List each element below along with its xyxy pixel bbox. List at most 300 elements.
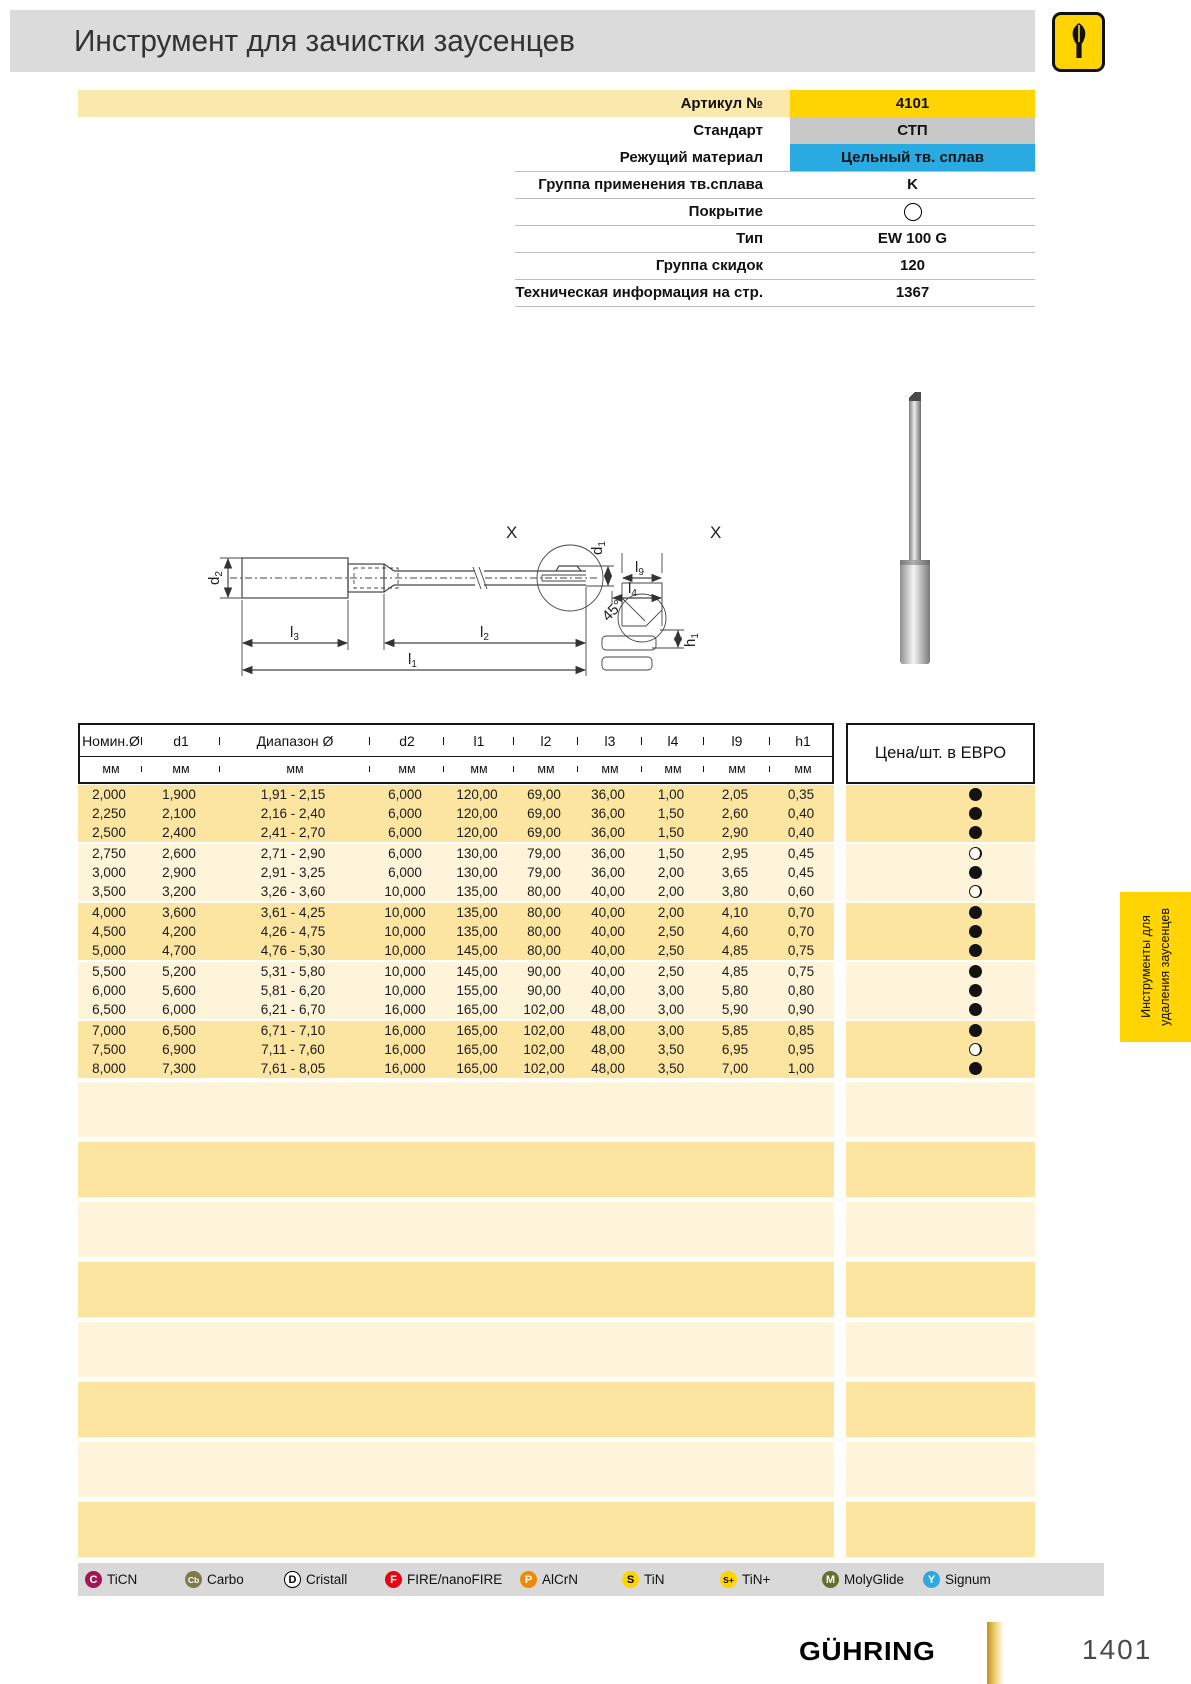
empty-band xyxy=(846,1442,1035,1497)
cell-l4: 2,00 xyxy=(657,905,685,920)
availability-dot-icon xyxy=(969,807,982,820)
unit-cell: мм xyxy=(794,762,812,776)
cell-d1: 2,900 xyxy=(162,865,196,880)
cell-nominal-d: 3,500 xyxy=(92,884,126,899)
legend-label: TiCN xyxy=(107,1572,138,1587)
cell-h1: 0,45 xyxy=(787,865,815,880)
cell-d1: 6,500 xyxy=(162,1023,196,1038)
cell-d1: 3,600 xyxy=(162,905,196,920)
price-row xyxy=(846,941,1035,960)
dim-l2: $l_2$ xyxy=(480,624,489,643)
cell-l3: 36,00 xyxy=(591,846,625,861)
info-value xyxy=(790,225,1035,252)
price-row xyxy=(846,962,1035,981)
unit-cell: мм xyxy=(80,762,142,776)
cell-nominal-d: 4,000 xyxy=(92,905,126,920)
legend-label: AlCrN xyxy=(542,1572,578,1587)
info-row xyxy=(78,279,1035,306)
empty-band xyxy=(78,1322,834,1377)
cell-h1: 0,60 xyxy=(787,884,815,899)
cell-h1: 1,00 xyxy=(787,1061,815,1076)
cell-l2: 79,00 xyxy=(527,846,561,861)
info-label: Артикул № xyxy=(680,95,763,112)
empty-band xyxy=(846,1502,1035,1557)
availability-dot-icon xyxy=(969,788,982,801)
cell-range: 5,31 - 5,80 xyxy=(260,964,326,979)
cell-l9: 2,05 xyxy=(721,787,749,802)
cell-nominal-d: 6,000 xyxy=(92,983,126,998)
info-label: Режущий материал xyxy=(619,149,763,166)
cell-l1: 135,00 xyxy=(456,905,498,920)
table-row xyxy=(78,882,834,901)
cell-range: 2,71 - 2,90 xyxy=(260,846,326,861)
coating-badge-icon: P xyxy=(520,1571,537,1588)
empty-band xyxy=(78,1442,834,1497)
info-value xyxy=(790,279,1035,306)
cell-h1: 0,80 xyxy=(787,983,815,998)
cell-l3: 40,00 xyxy=(591,983,625,998)
cell-d2: 10,000 xyxy=(384,924,426,939)
cell-range: 7,61 - 8,05 xyxy=(260,1061,326,1076)
legend-item xyxy=(85,1563,137,1596)
cell-h1: 0,75 xyxy=(787,943,815,958)
cell-l3: 36,00 xyxy=(591,787,625,802)
table-row xyxy=(78,922,834,941)
empty-band xyxy=(846,1262,1035,1317)
cell-l4: 3,50 xyxy=(657,1061,685,1076)
cell-l2: 69,00 xyxy=(527,825,561,840)
price-column xyxy=(846,723,1035,1557)
cell-l4: 2,00 xyxy=(657,884,685,899)
dim-l9: $l_9$ xyxy=(635,559,644,578)
info-row xyxy=(78,198,1035,225)
price-row xyxy=(846,1021,1035,1040)
cell-l9: 2,95 xyxy=(721,846,749,861)
legend-item xyxy=(284,1563,347,1596)
column-header: l3 xyxy=(578,733,642,749)
cell-l2: 102,00 xyxy=(523,1042,565,1057)
unit-cell: мм xyxy=(642,762,704,776)
cell-range: 2,16 - 2,40 xyxy=(260,806,326,821)
coating-badge-icon: Y xyxy=(923,1571,940,1588)
cell-l9: 4,85 xyxy=(721,943,749,958)
cell-l2: 79,00 xyxy=(527,865,561,880)
legend-label: Signum xyxy=(945,1572,991,1587)
column-header: l4 xyxy=(642,733,704,749)
price-row xyxy=(846,1040,1035,1059)
price-body xyxy=(846,785,1035,1078)
cell-l9: 6,95 xyxy=(721,1042,749,1057)
cell-range: 3,61 - 4,25 xyxy=(260,905,326,920)
cell-nominal-d: 4,500 xyxy=(92,924,126,939)
cell-d2: 10,000 xyxy=(384,983,426,998)
dim-h1: $h_1$ xyxy=(682,633,701,647)
empty-band xyxy=(846,1082,1035,1137)
cell-d1: 3,200 xyxy=(162,884,196,899)
cell-l2: 102,00 xyxy=(523,1061,565,1076)
cell-h1: 0,35 xyxy=(787,787,815,802)
cell-l9: 5,80 xyxy=(721,983,749,998)
technical-drawing xyxy=(150,378,880,688)
cell-l4: 1,50 xyxy=(657,825,685,840)
price-row xyxy=(846,981,1035,1000)
page-title: Инструмент для зачистки заусенцев xyxy=(74,23,575,58)
empty-band xyxy=(78,1262,834,1317)
cell-l4: 3,00 xyxy=(657,1002,685,1017)
availability-dot-icon xyxy=(969,885,982,898)
empty-band xyxy=(78,1082,834,1137)
cell-d1: 6,900 xyxy=(162,1042,196,1057)
cell-l2: 102,00 xyxy=(523,1023,565,1038)
deburring-tool-icon xyxy=(1052,12,1105,72)
cell-d2: 6,000 xyxy=(388,787,422,802)
cell-l9: 3,80 xyxy=(721,884,749,899)
cell-range: 6,21 - 6,70 xyxy=(260,1002,326,1017)
info-value-text: EW 100 G xyxy=(877,230,948,247)
cell-l4: 2,50 xyxy=(657,964,685,979)
empty-band xyxy=(846,1382,1035,1437)
table-row xyxy=(78,981,834,1000)
cell-l4: 2,50 xyxy=(657,924,685,939)
price-row xyxy=(846,1059,1035,1078)
cell-d1: 2,100 xyxy=(162,806,196,821)
availability-dot-icon xyxy=(969,826,982,839)
cell-l1: 165,00 xyxy=(456,1042,498,1057)
cell-range: 2,41 - 2,70 xyxy=(260,825,326,840)
column-header: l2 xyxy=(514,733,578,749)
info-row xyxy=(78,90,1035,117)
info-value xyxy=(790,144,1035,171)
column-header: h1 xyxy=(795,732,811,749)
product-info-panel xyxy=(78,90,1035,306)
cell-l2: 80,00 xyxy=(527,905,561,920)
cell-l2: 90,00 xyxy=(527,964,561,979)
section-side-tab xyxy=(1120,892,1191,1042)
cell-h1: 0,90 xyxy=(787,1002,815,1017)
availability-dot-icon xyxy=(969,925,982,938)
cell-l3: 48,00 xyxy=(591,1061,625,1076)
cell-nominal-d: 5,500 xyxy=(92,964,126,979)
cell-l9: 4,85 xyxy=(721,964,749,979)
column-header: Диапазон Ø xyxy=(220,733,370,749)
side-tab-line1: Инструменты для xyxy=(1138,915,1153,1019)
cell-l3: 40,00 xyxy=(591,905,625,920)
table-row xyxy=(78,1021,834,1040)
unit-cell: мм xyxy=(514,762,578,776)
detail-x-label-2: X xyxy=(710,523,722,542)
availability-dot-icon xyxy=(969,1024,982,1037)
cell-l2: 80,00 xyxy=(527,884,561,899)
cell-l2: 69,00 xyxy=(527,806,561,821)
empty-band xyxy=(846,1202,1035,1257)
availability-dot-icon xyxy=(969,965,982,978)
legend-item xyxy=(385,1563,502,1596)
cell-l3: 40,00 xyxy=(591,924,625,939)
cell-l1: 130,00 xyxy=(456,846,498,861)
empty-band xyxy=(78,1142,834,1197)
cell-l1: 145,00 xyxy=(456,964,498,979)
legend-item xyxy=(520,1563,578,1596)
empty-band xyxy=(78,1382,834,1437)
dim-d2: $d_2$ xyxy=(206,571,225,585)
cell-h1: 0,70 xyxy=(787,905,815,920)
cell-l9: 3,65 xyxy=(721,865,749,880)
table-row xyxy=(78,823,834,842)
cell-nominal-d: 2,500 xyxy=(92,825,126,840)
cell-nominal-d: 2,250 xyxy=(92,806,126,821)
cell-l3: 48,00 xyxy=(591,1023,625,1038)
cell-range: 2,91 - 3,25 xyxy=(260,865,326,880)
price-row xyxy=(846,844,1035,863)
availability-dot-icon xyxy=(969,1043,982,1056)
availability-dot-icon xyxy=(969,984,982,997)
legend-label: FIRE/nanoFIRE xyxy=(407,1572,503,1587)
info-value xyxy=(790,171,1035,198)
table-row xyxy=(78,863,834,882)
info-row xyxy=(78,117,1035,144)
legend-label: TiN xyxy=(644,1572,665,1587)
coating-badge-icon: S xyxy=(622,1571,639,1588)
cell-l2: 102,00 xyxy=(523,1002,565,1017)
cell-d1: 4,700 xyxy=(162,943,196,958)
cell-range: 5,81 - 6,20 xyxy=(260,983,326,998)
cell-d2: 6,000 xyxy=(388,806,422,821)
legend-label: Carbo xyxy=(207,1572,244,1587)
cell-l4: 3,00 xyxy=(657,1023,685,1038)
cell-h1: 0,40 xyxy=(787,806,815,821)
availability-dot-icon xyxy=(969,906,982,919)
cell-h1: 0,85 xyxy=(787,1023,815,1038)
coating-circle-icon xyxy=(904,203,922,221)
cell-l3: 48,00 xyxy=(591,1042,625,1057)
cell-d2: 16,000 xyxy=(384,1023,426,1038)
cell-l3: 36,00 xyxy=(591,865,625,880)
cell-l9: 2,90 xyxy=(721,825,749,840)
dim-l3: $l_3$ xyxy=(290,624,299,643)
column-header: l9 xyxy=(704,733,770,749)
column-header: d1 xyxy=(142,733,220,749)
table-row xyxy=(78,844,834,863)
cell-range: 4,26 - 4,75 xyxy=(260,924,326,939)
dim-d1: $d_1$ xyxy=(589,541,608,555)
cell-l3: 48,00 xyxy=(591,1002,625,1017)
unit-row xyxy=(80,756,832,781)
cell-l1: 120,00 xyxy=(456,787,498,802)
price-row xyxy=(846,804,1035,823)
cell-d1: 1,900 xyxy=(162,787,196,802)
cell-l9: 4,10 xyxy=(721,905,749,920)
coating-badge-icon: M xyxy=(822,1571,839,1588)
unit-cell: мм xyxy=(704,762,770,776)
legend-label: MolyGlide xyxy=(844,1572,905,1587)
cell-d1: 2,400 xyxy=(162,825,196,840)
empty-band xyxy=(78,1202,834,1257)
cell-l1: 155,00 xyxy=(456,983,498,998)
cell-l2: 90,00 xyxy=(527,983,561,998)
cell-l3: 40,00 xyxy=(591,943,625,958)
cell-d1: 5,600 xyxy=(162,983,196,998)
cell-l1: 135,00 xyxy=(456,884,498,899)
cell-l9: 5,85 xyxy=(721,1023,749,1038)
unit-cell: мм xyxy=(370,762,444,776)
cell-d2: 16,000 xyxy=(384,1042,426,1057)
cell-d1: 2,600 xyxy=(162,846,196,861)
cell-l3: 40,00 xyxy=(591,964,625,979)
cell-d2: 6,000 xyxy=(388,846,422,861)
dim-l1: $l_1$ xyxy=(408,651,417,670)
cell-l1: 145,00 xyxy=(456,943,498,958)
unit-cell: мм xyxy=(220,762,370,776)
coating-badge-icon: F xyxy=(385,1571,402,1588)
cell-l1: 120,00 xyxy=(456,806,498,821)
cell-h1: 0,75 xyxy=(787,964,815,979)
cell-l4: 1,50 xyxy=(657,846,685,861)
column-header: d2 xyxy=(370,733,444,749)
table-row xyxy=(78,785,834,804)
empty-band-area-price xyxy=(846,1082,1035,1557)
cell-d1: 5,200 xyxy=(162,964,196,979)
column-header-row xyxy=(80,725,832,756)
legend-item xyxy=(720,1563,770,1596)
info-label: Группа применения тв.сплава xyxy=(538,176,763,193)
cell-nominal-d: 7,000 xyxy=(92,1023,126,1038)
side-tab-line2: удаления заусенцев xyxy=(1157,908,1172,1026)
cell-l1: 165,00 xyxy=(456,1002,498,1017)
unit-cell: мм xyxy=(142,762,220,776)
info-row xyxy=(78,252,1035,279)
header-bar xyxy=(10,10,1035,72)
unit-cell: мм xyxy=(578,762,642,776)
table-row xyxy=(78,1000,834,1019)
empty-band-area xyxy=(78,1082,834,1557)
table-row xyxy=(78,903,834,922)
info-value-text: 120 xyxy=(899,257,926,274)
tool-photo-shank xyxy=(900,560,930,664)
cell-l2: 69,00 xyxy=(527,787,561,802)
cell-l2: 80,00 xyxy=(527,943,561,958)
cell-l1: 135,00 xyxy=(456,924,498,939)
cell-d2: 16,000 xyxy=(384,1002,426,1017)
tool-photo xyxy=(878,386,952,668)
cell-l4: 1,00 xyxy=(657,787,685,802)
coating-badge-icon: Cb xyxy=(185,1571,202,1588)
table-row xyxy=(78,804,834,823)
page-number: 1401 xyxy=(1082,1634,1153,1665)
info-value-text: Цельный тв. сплав xyxy=(841,149,984,166)
info-label: Стандарт xyxy=(693,122,763,139)
gold-gradient-bar xyxy=(987,1622,1004,1684)
cell-l4: 3,00 xyxy=(657,983,685,998)
availability-dot-icon xyxy=(969,1062,982,1075)
table-row xyxy=(78,941,834,960)
cell-l3: 40,00 xyxy=(591,884,625,899)
legend-item xyxy=(185,1563,244,1596)
cell-l1: 120,00 xyxy=(456,825,498,840)
legend-label: Cristall xyxy=(306,1572,348,1587)
cell-nominal-d: 6,500 xyxy=(92,1002,126,1017)
deburring-tool-glyph xyxy=(1065,22,1093,62)
price-header: Цена/шт. в ЕВРО xyxy=(846,723,1035,784)
dim-l4: $l_4$ xyxy=(628,580,637,599)
coatings-legend xyxy=(78,1563,1104,1596)
availability-dot-icon xyxy=(969,866,982,879)
cell-l3: 36,00 xyxy=(591,806,625,821)
side-tab-text xyxy=(1137,908,1175,1026)
empty-band xyxy=(846,1322,1035,1377)
info-value xyxy=(790,90,1035,117)
tool-photo-shaft xyxy=(909,392,921,560)
availability-dot-icon xyxy=(969,944,982,957)
info-value xyxy=(790,252,1035,279)
brand-logo: GÜHRING xyxy=(799,1636,936,1666)
legend-item xyxy=(622,1563,665,1596)
cell-d2: 10,000 xyxy=(384,964,426,979)
cell-l1: 165,00 xyxy=(456,1061,498,1076)
cell-l1: 165,00 xyxy=(456,1023,498,1038)
cell-h1: 0,95 xyxy=(787,1042,815,1057)
cell-l4: 2,00 xyxy=(657,865,685,880)
price-row xyxy=(846,863,1035,882)
cell-l9: 5,90 xyxy=(721,1002,749,1017)
info-row xyxy=(78,225,1035,252)
cell-d2: 16,000 xyxy=(384,1061,426,1076)
unit-cell: мм xyxy=(444,762,514,776)
table-row xyxy=(78,962,834,981)
detail-x-label: X xyxy=(506,523,518,542)
cell-d2: 10,000 xyxy=(384,943,426,958)
cell-range: 1,91 - 2,15 xyxy=(260,787,326,802)
price-row xyxy=(846,785,1035,804)
cell-d1: 7,300 xyxy=(162,1061,196,1076)
cell-nominal-d: 2,750 xyxy=(92,846,126,861)
cell-l4: 1,50 xyxy=(657,806,685,821)
cell-l2: 80,00 xyxy=(527,924,561,939)
legend-item xyxy=(822,1563,904,1596)
table-body xyxy=(78,785,834,1078)
cell-nominal-d: 7,500 xyxy=(92,1042,126,1057)
info-label: Группа скидок xyxy=(655,257,763,274)
cell-range: 7,11 - 7,60 xyxy=(261,1042,325,1057)
cell-nominal-d: 8,000 xyxy=(92,1061,126,1076)
cell-d1: 6,000 xyxy=(162,1002,196,1017)
info-value xyxy=(790,117,1035,144)
empty-band xyxy=(846,1142,1035,1197)
price-row xyxy=(846,922,1035,941)
info-label: Техническая информация на стр. xyxy=(515,284,763,301)
cell-nominal-d: 2,000 xyxy=(92,787,126,802)
cell-d2: 6,000 xyxy=(388,825,422,840)
cell-h1: 0,70 xyxy=(787,924,815,939)
cell-nominal-d: 3,000 xyxy=(92,865,126,880)
cell-l9: 4,60 xyxy=(721,924,749,939)
dimensions-table xyxy=(78,723,834,1557)
info-row xyxy=(78,171,1035,198)
column-header: l1 xyxy=(444,733,514,749)
info-value-text: 4101 xyxy=(895,95,930,112)
price-row xyxy=(846,823,1035,842)
info-label: Покрытие xyxy=(688,203,763,220)
info-value-text: СТП xyxy=(897,122,928,139)
table-row xyxy=(78,1040,834,1059)
cell-l4: 2,50 xyxy=(657,943,685,958)
empty-band xyxy=(78,1502,834,1557)
cell-h1: 0,40 xyxy=(787,825,815,840)
info-value xyxy=(790,198,1035,225)
cell-l9: 2,60 xyxy=(721,806,749,821)
info-value-text: 1367 xyxy=(895,284,930,301)
cell-range: 6,71 - 7,10 xyxy=(260,1023,326,1038)
cell-l3: 36,00 xyxy=(591,825,625,840)
